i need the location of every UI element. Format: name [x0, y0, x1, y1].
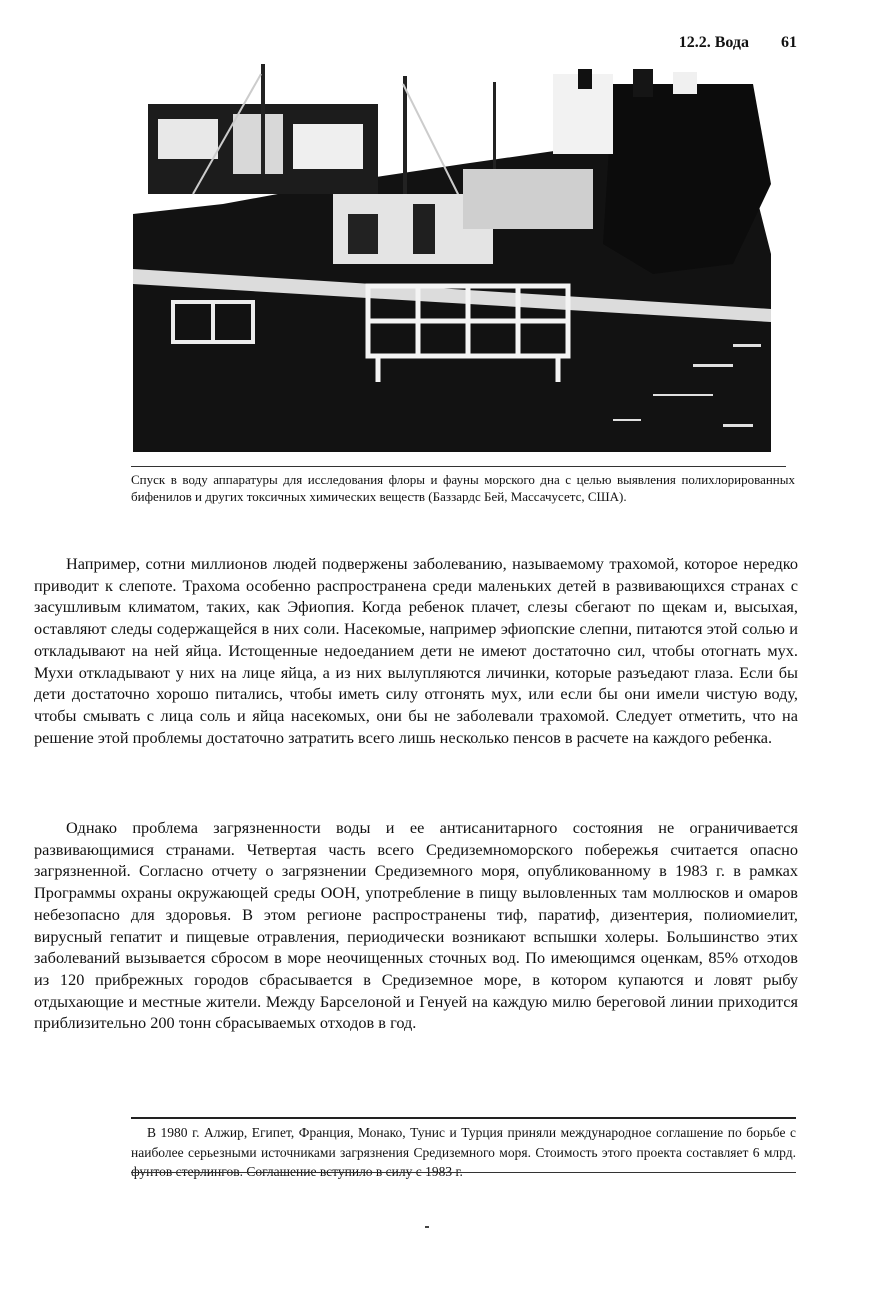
section-title: 12.2. Вода	[678, 34, 749, 51]
ship-photo	[133, 64, 771, 452]
page-number: 61	[781, 34, 797, 51]
note-rule-top	[131, 1117, 796, 1119]
ship-photo-illustration	[133, 64, 771, 452]
note-text: В 1980 г. Алжир, Египет, Франция, Монако, Тунис и Турция приняли международное соглашение по борьбе с наиболее серьезными источниками загрязнения Средиземного моря. Стоимость этого проекта составляет 6 млрд. фунтов стерлингов. Соглашение вступило в силу с 1983 г.	[131, 1125, 796, 1179]
paragraph-text: Однако проблема загрязненности воды и ее антисанитарного состояния не ограничивается развивающимися странами. Четвертая часть всего Средиземноморского побережья считается опасно загрязненной. Согласно отчету о загрязнении Средиземного моря, опубликованному в 1983 г. в рамках Программы охраны окружающей среды ООН, употребление в пищу выловленных там моллюсков и омаров небезопасно для здоровья. В этом регионе распространены тиф, паратиф, дизентерия, полиомиелит, вирусный гепатит и пищевые отравления, периодически возникают вспышки холеры. Большинство этих заболеваний вызывается сбросом в море неочищенных сточных вод. По имеющимся оценкам, 85% отходов из 120 прибрежных городов сбрасывается в Средиземное море, в котором купаются и ловят рыбу отдыхающие и местные жители. Между Барселоной и Генуей на каждую милю береговой линии приходится приблизительно 200 тонн сбрасываемых отходов в год.	[34, 818, 798, 1033]
figure-caption: Спуск в воду аппаратуры для исследования флоры и фауны морского дна с целью выявления полихлорированных бифенилов и других токсичных химических веществ (Баззардс Бей, Массачусетс, США).	[131, 472, 795, 504]
page-mark	[425, 1226, 429, 1228]
body-paragraph	[34, 553, 798, 748]
caption-rule	[131, 466, 786, 467]
body-paragraph	[34, 817, 798, 1034]
running-head	[679, 34, 797, 52]
note-rule-bottom	[131, 1172, 796, 1173]
paragraph-text: Например, сотни миллионов людей подвержены заболеванию, называемому трахомой, которое нередко приводит к слепоте. Трахома особенно распространена среди маленьких детей в развивающихся странах с засушливым климатом, таких, как Эфиопия. Когда ребенок плачет, слезы сбегают по щекам и, высыхая, оставляют следы содержащейся в них соли. Насекомые, например эфиопские слепни, питаются этой солью и откладывают на ней яйца. Истощенные недоеданием дети не имеют достаточно сил, чтобы отогнать мух. Мухи откладывают у них на лице яйца, а из них вылупляются личинки, которые разъедают глаза. Если бы дети достаточно хорошо питались, чтобы иметь силу отгонять мух, или если бы они имели чистую воду, чтобы смывать с лица соль и яйца насекомых, они бы не заболевали трахомой. Следует отметить, что на решение этой проблемы достаточно затратить всего лишь несколько пенсов в расчете на каждого ребенка.	[34, 554, 798, 747]
